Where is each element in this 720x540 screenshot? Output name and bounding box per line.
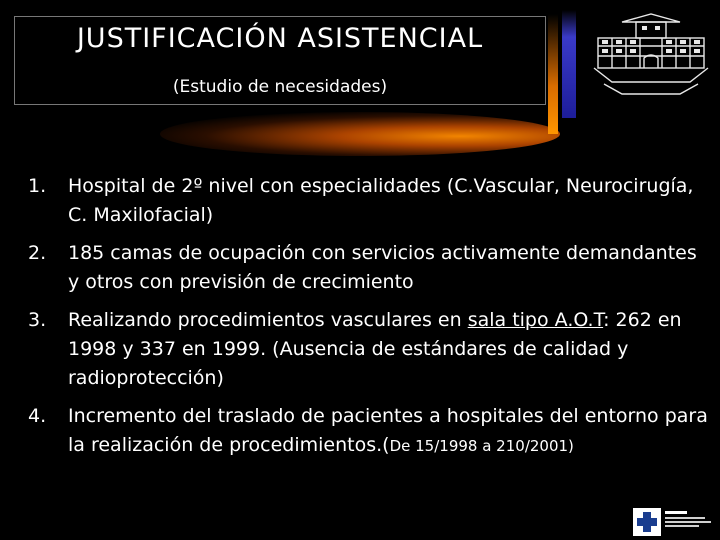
slide-title: JUSTIFICACIÓN ASISTENCIAL — [76, 23, 484, 54]
list-item-number: 2. — [28, 242, 47, 264]
orange-swoosh — [160, 112, 560, 156]
list-item — [28, 172, 708, 230]
orange-vertical-accent — [548, 14, 558, 134]
list-item — [28, 239, 708, 297]
list-item-text-continued: : 262 en 1998 y 337 en 1999. (Ausencia de estándares de calidad y radioprotección) — [68, 309, 682, 389]
slide-subtitle: (Estudio de necesidades) — [172, 77, 388, 97]
list-item-text: Realizando procedimientos vasculares en — [68, 309, 468, 331]
list-item-text: 185 camas de ocupación con servicios activamente demandantes y otros con previsión de crecimiento — [68, 242, 697, 293]
hospital-building-icon — [592, 12, 710, 96]
health-service-logo-icon — [633, 508, 715, 536]
list-item — [28, 306, 708, 393]
list-item-text: Hospital de 2º nivel con especialidades (C.Vascular, Neurocirugía, C. Maxilofacial) — [68, 175, 694, 226]
needs-list — [28, 172, 708, 470]
blue-accent-bar — [562, 10, 576, 118]
list-item-note: De 15/1998 a 210/2001) — [389, 437, 574, 455]
list-item-number: 1. — [28, 175, 47, 197]
list-item — [28, 402, 708, 461]
title-box — [14, 16, 546, 105]
list-item-number: 4. — [28, 405, 47, 427]
underlined-term: sala tipo A.O.T — [467, 309, 604, 331]
list-item-number: 3. — [28, 309, 47, 331]
list-item-text: Incremento del traslado de pacientes a hospitales del entorno para la realización de procedimientos.( — [68, 405, 708, 456]
